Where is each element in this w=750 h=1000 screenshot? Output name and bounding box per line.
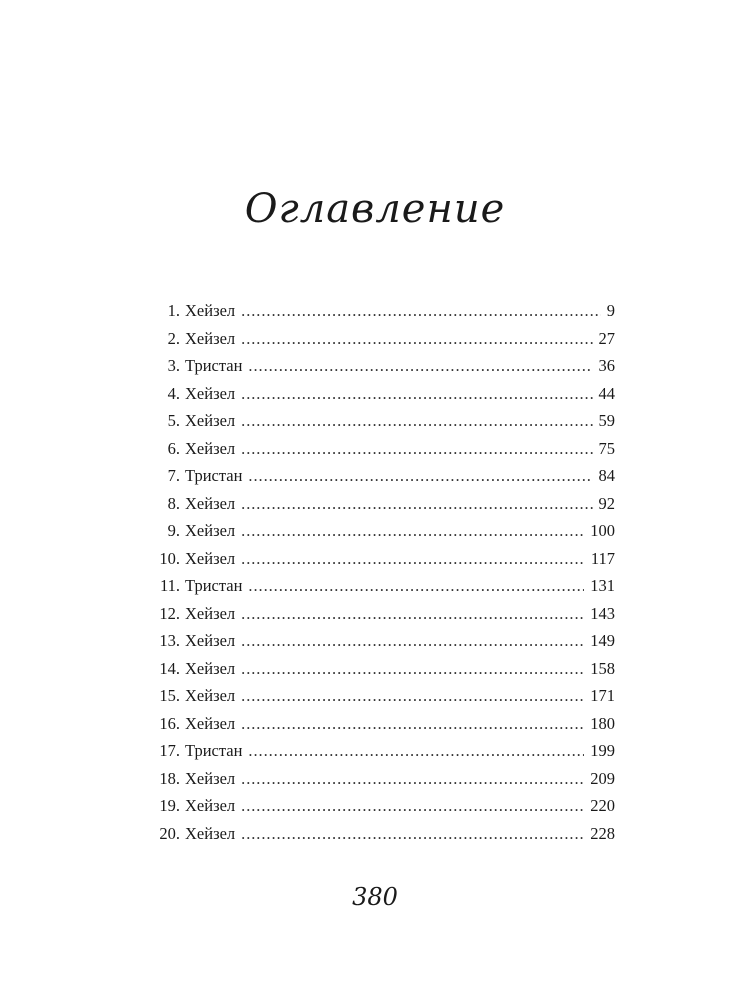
dot-leader	[241, 325, 592, 353]
toc-entry	[150, 572, 615, 600]
chapter-title: Тристан	[185, 466, 243, 485]
chapter-number: 13.	[159, 631, 180, 650]
chapter-title: Хейзел	[185, 768, 236, 788]
chapter-number: 1.	[167, 301, 180, 320]
toc-entry	[150, 325, 615, 353]
chapter-number: 10.	[159, 548, 180, 568]
chapter-page-number: 84	[598, 466, 615, 485]
dot-leader	[241, 820, 584, 848]
toc-entry	[150, 517, 615, 545]
toc-entry	[150, 490, 615, 518]
dot-leader	[248, 352, 592, 380]
toc-entry	[150, 710, 615, 738]
chapter-page-number: 9	[606, 301, 615, 320]
page-title: Оглавление	[244, 186, 506, 232]
dot-leader	[241, 517, 584, 545]
toc-entry	[150, 352, 615, 380]
dot-leader	[241, 600, 584, 628]
toc-entry	[150, 792, 615, 820]
dot-leader	[241, 765, 584, 793]
chapter-title: Хейзел	[185, 823, 236, 843]
chapter-number: 3.	[167, 356, 180, 375]
chapter-title: Хейзел	[185, 301, 236, 320]
chapter-page-number: 171	[590, 686, 615, 705]
chapter-number: 16.	[159, 713, 180, 733]
chapter-page-number: 36	[598, 356, 615, 375]
dot-leader	[241, 490, 592, 518]
chapter-page-number: 75	[598, 438, 615, 458]
dot-leader	[248, 572, 584, 600]
chapter-title: Хейзел	[185, 658, 236, 678]
chapter-title: Хейзел	[185, 796, 236, 815]
toc-entry	[150, 655, 615, 683]
dot-leader	[241, 710, 584, 738]
dot-leader	[241, 682, 584, 710]
dot-leader	[241, 792, 584, 820]
chapter-page-number: 100	[590, 521, 615, 540]
chapter-page-number: 158	[590, 658, 615, 678]
dot-leader	[248, 737, 584, 765]
chapter-page-number: 44	[598, 383, 615, 403]
chapter-title: Тристан	[185, 741, 243, 760]
chapter-page-number: 143	[590, 603, 615, 623]
chapter-title: Хейзел	[185, 713, 236, 733]
chapter-title: Хейзел	[185, 521, 236, 540]
chapter-number: 6.	[167, 438, 180, 458]
chapter-number: 14.	[159, 658, 180, 678]
chapter-number: 18.	[159, 768, 180, 788]
toc-entry	[150, 820, 615, 848]
toc-entry	[150, 435, 615, 463]
dot-leader	[248, 462, 592, 490]
chapter-title: Хейзел	[185, 438, 236, 458]
chapter-title: Тристан	[185, 576, 243, 595]
toc-entry	[150, 737, 615, 765]
chapter-number: 11.	[159, 576, 180, 595]
dot-leader	[241, 435, 592, 463]
chapter-number: 19.	[159, 796, 180, 815]
dot-leader	[241, 627, 584, 655]
chapter-title: Хейзел	[185, 411, 236, 430]
chapter-number: 15.	[159, 686, 180, 705]
table-of-contents	[150, 297, 615, 847]
chapter-page-number: 117	[590, 548, 615, 568]
toc-entry	[150, 297, 615, 325]
chapter-page-number: 59	[598, 411, 615, 430]
chapter-number: 5.	[167, 411, 180, 430]
chapter-number: 2.	[167, 328, 180, 348]
toc-entry	[150, 682, 615, 710]
chapter-page-number: 220	[590, 796, 615, 815]
toc-entry	[150, 407, 615, 435]
dot-leader	[241, 407, 592, 435]
chapter-title: Хейзел	[185, 603, 236, 623]
chapter-number: 7.	[167, 466, 180, 485]
chapter-number: 20.	[159, 823, 180, 843]
toc-entry	[150, 545, 615, 573]
toc-entry	[150, 380, 615, 408]
dot-leader	[241, 297, 601, 325]
chapter-title: Хейзел	[185, 686, 236, 705]
toc-entry	[150, 765, 615, 793]
chapter-page-number: 180	[590, 713, 615, 733]
dot-leader	[241, 655, 584, 683]
dot-leader	[241, 380, 592, 408]
chapter-title: Тристан	[185, 356, 243, 375]
chapter-number: 9.	[167, 521, 180, 540]
chapter-number: 12.	[159, 603, 180, 623]
chapter-title: Хейзел	[185, 548, 236, 568]
chapter-page-number: 228	[590, 823, 615, 843]
chapter-page-number: 199	[590, 741, 615, 760]
chapter-title: Хейзел	[185, 493, 236, 513]
dot-leader	[241, 545, 585, 573]
chapter-title: Хейзел	[185, 631, 236, 650]
chapter-page-number: 27	[598, 328, 615, 348]
chapter-page-number: 131	[590, 576, 615, 595]
chapter-page-number: 149	[590, 631, 615, 650]
chapter-title: Хейзел	[185, 383, 236, 403]
toc-entry	[150, 600, 615, 628]
chapter-number: 17.	[159, 741, 180, 760]
chapter-page-number: 92	[598, 493, 615, 513]
page-number: 380	[352, 883, 398, 911]
toc-entry	[150, 462, 615, 490]
toc-entry	[150, 627, 615, 655]
chapter-title: Хейзел	[185, 328, 236, 348]
chapter-number: 4.	[167, 383, 180, 403]
chapter-number: 8.	[167, 493, 180, 513]
chapter-page-number: 209	[590, 768, 615, 788]
